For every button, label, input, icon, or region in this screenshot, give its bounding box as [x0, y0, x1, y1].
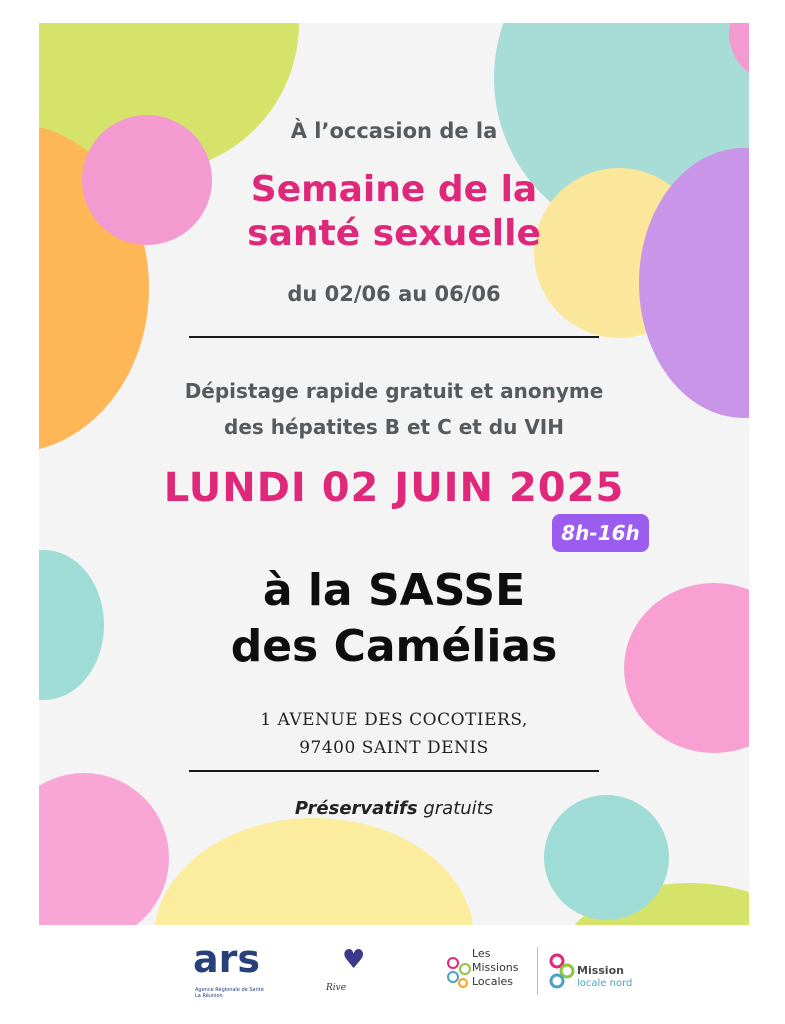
hours-badge: 8h-16h	[552, 514, 649, 552]
divider	[189, 336, 599, 338]
rive-logo-label: Rive	[326, 983, 347, 993]
missions-locales-label: Les Missions Locales	[472, 947, 519, 988]
ars-logo	[193, 937, 283, 999]
event-day: LUNDI 02 JUIN 2025	[163, 465, 625, 511]
rive-logo	[318, 945, 388, 995]
address-line1: 1 AVENUE DES COCOTIERS,	[260, 710, 528, 730]
heart-icon: ♥	[342, 945, 366, 975]
ars-logo-mark: ars	[193, 937, 261, 981]
condoms-note-rest: gratuits	[423, 798, 494, 819]
divider	[189, 770, 599, 772]
event-dates: du 02/06 au 06/06	[287, 282, 501, 306]
event-title-line1: Semaine de la	[250, 169, 538, 210]
venue-line1: à la SASSE	[262, 565, 526, 616]
screening-line2: des hépatites B et C et du VIH	[224, 415, 564, 439]
occasion-text: À l’occasion de la	[290, 119, 498, 143]
partner-logos	[0, 925, 785, 1024]
condoms-note-bold: Préservatifs	[294, 798, 418, 819]
address	[39, 706, 749, 762]
screening-description	[39, 373, 749, 445]
logo-separator	[537, 947, 538, 995]
decorative-circle	[154, 818, 474, 925]
mln-label-1: Mission	[577, 964, 624, 977]
venue-line2: des Camélias	[230, 621, 558, 672]
address-line2: 97400 SAINT DENIS	[299, 738, 489, 758]
event-title-line2: santé sexuelle	[247, 213, 541, 254]
mln-label-2: locale nord	[577, 978, 633, 989]
mission-locale-nord-logo	[547, 947, 647, 997]
circles-icon	[547, 951, 577, 991]
event-title	[39, 168, 749, 256]
decorative-circle	[39, 773, 169, 925]
circles-icon	[445, 955, 473, 989]
screening-line1: Dépistage rapide gratuit et anonyme	[184, 379, 604, 403]
missions-locales-logo	[445, 947, 545, 997]
poster	[39, 23, 749, 925]
venue	[39, 563, 749, 675]
ars-logo-subtitle: Agence Régionale de Santé La Réunion	[195, 987, 264, 999]
condoms-note	[39, 798, 749, 819]
